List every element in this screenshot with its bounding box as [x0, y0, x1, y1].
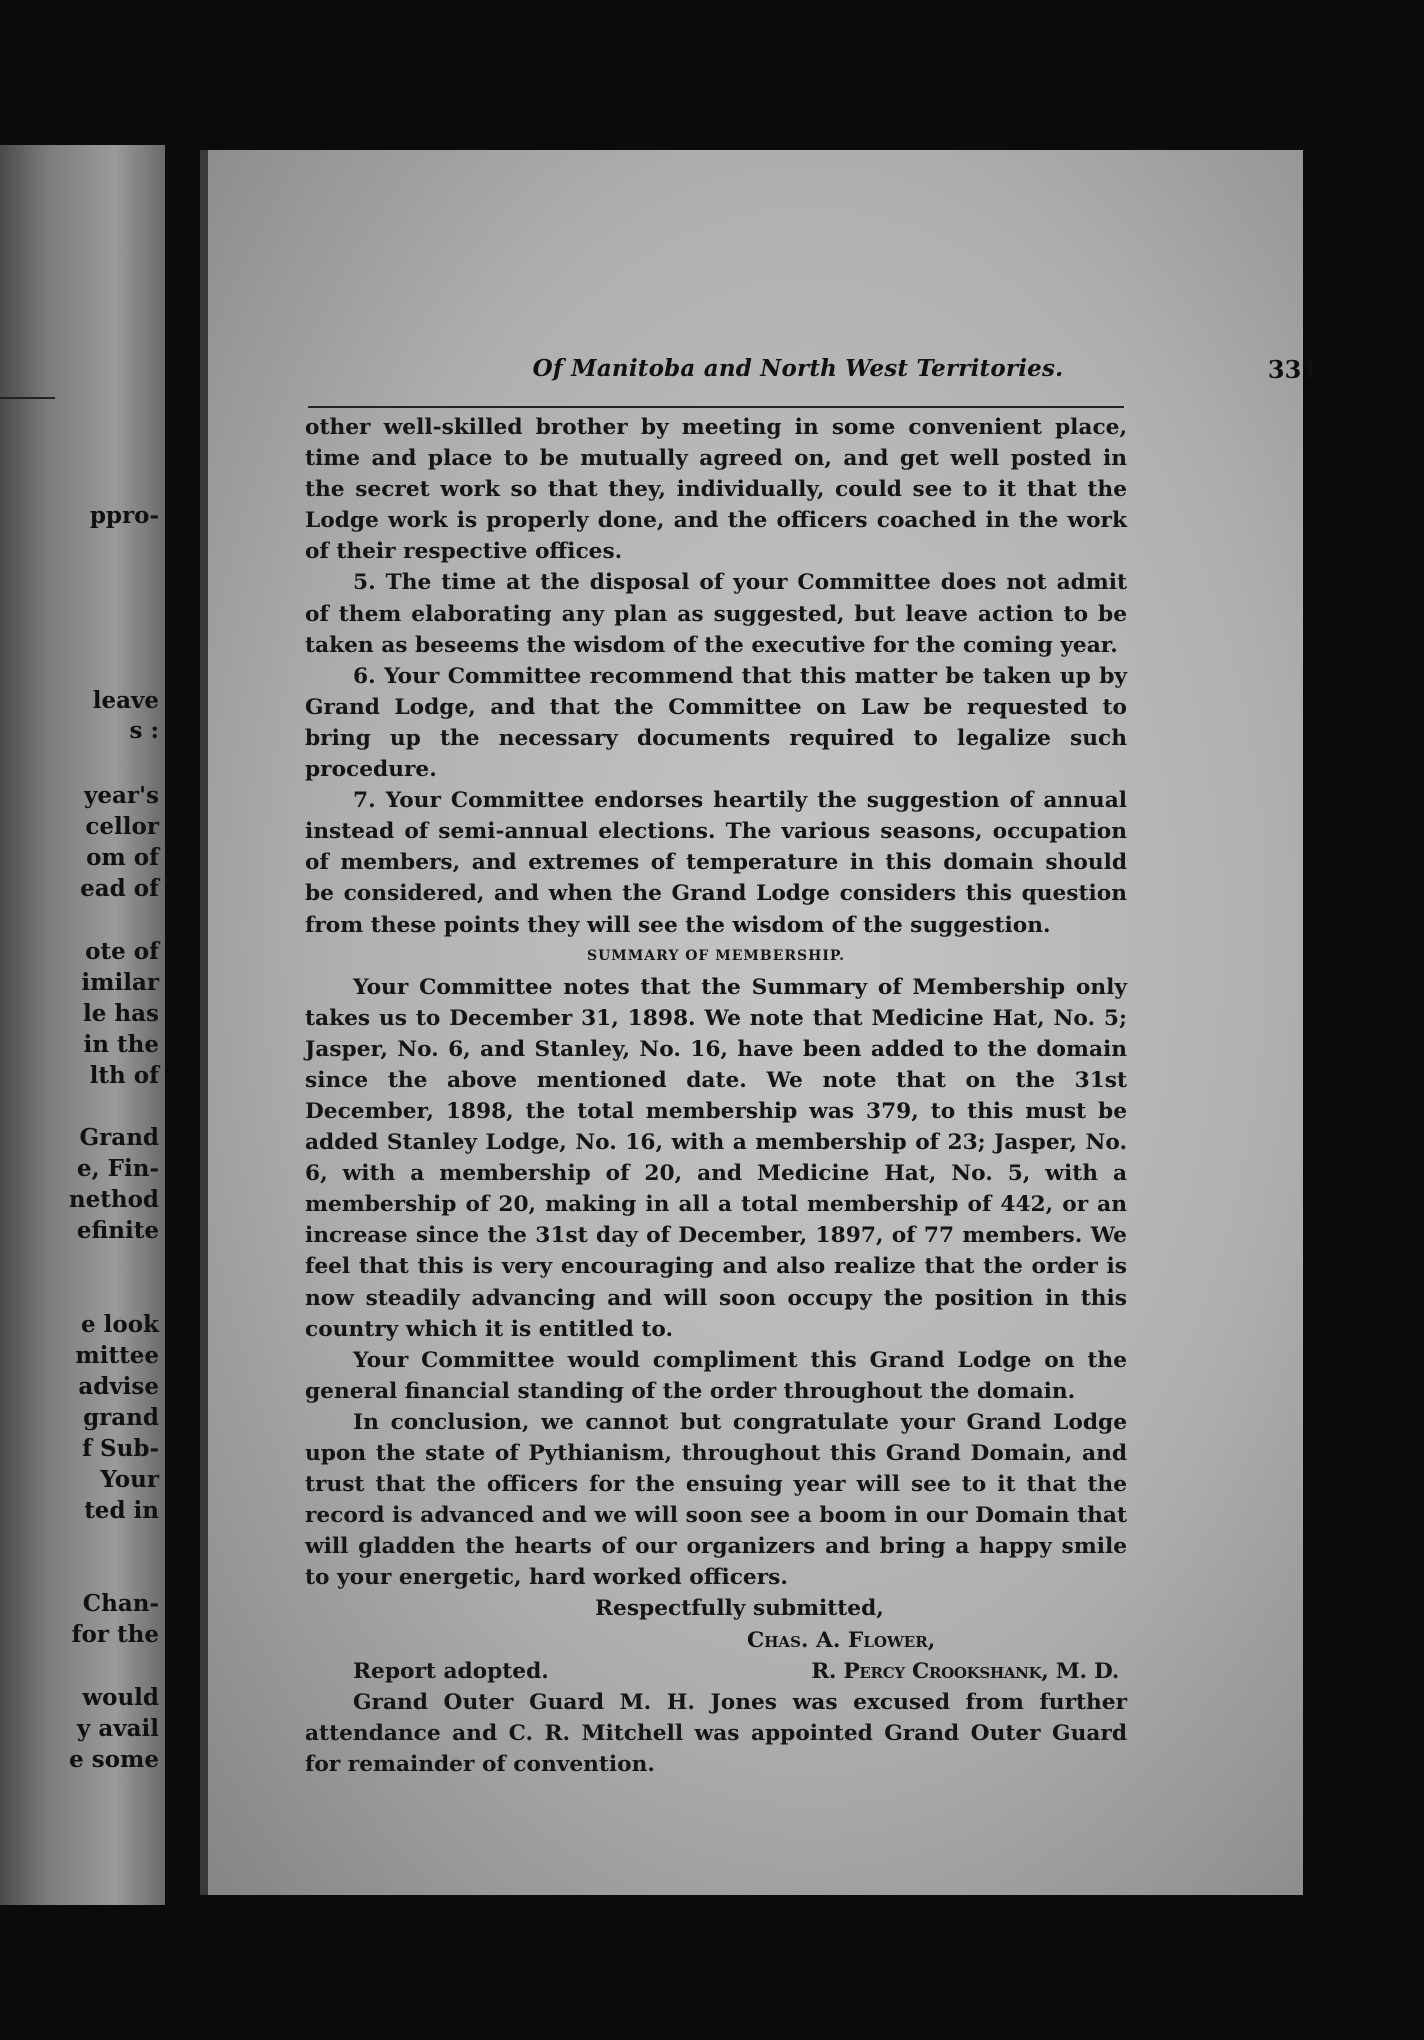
left-page-rule: [0, 397, 55, 399]
signature-row: [305, 1656, 1127, 1687]
paragraph: Your Committee notes that the Summary of Membership only takes us to December 31, 1898. We note that Medicine Hat, No. 5; Jasper, No. 6, and Stanley, No. 16, have been added to the domain since the above mentioned date. We note that on the 31st December, 1898, the total membership was 379, to this must be added Stanley Lodge, No. 16, with a membership of 23; Jasper, No. 6, with a membership of 20, and Medicine Hat, No. 5, with a membership of 20, making in all a total membership of 442, or an increase since the 31st day of December, 1897, of 77 members. We feel that this is very encouraging and also realize that the order is now steadily advancing and will soon occupy the position in this country which it is entitled to.: [305, 974, 1127, 1342]
paragraph: In conclusion, we cannot but congratulate your Grand Lodge upon the state of Pythianism, throughout this Grand Domain, and trust that the officers for the ensuing year will see to it that the record is advanced and we will soon see a boom in our Domain that will gladden the hearts of our organizers and bring a happy smile to your energetic, hard worked officers.: [305, 1409, 1127, 1591]
left-page-line: lth of: [89, 1062, 159, 1089]
left-page-line: y avail: [76, 1715, 159, 1742]
left-page-line: cellor: [85, 813, 159, 840]
left-page-line: Your: [100, 1466, 159, 1493]
left-page-line: efinite: [76, 1217, 159, 1244]
left-page-line: s :: [129, 717, 159, 744]
left-page-line: om of: [86, 844, 159, 871]
left-page-line: e, Fin-: [77, 1155, 159, 1182]
left-page-edge: [0, 145, 165, 1905]
signer-name: Chas. A. Flower,: [747, 1627, 936, 1653]
left-page-line: advise: [78, 1373, 159, 1400]
left-page-line: ote of: [85, 938, 159, 965]
left-page-line: e some: [69, 1746, 159, 1773]
left-page-line: ted in: [84, 1497, 159, 1524]
left-page-line: imilar: [81, 969, 159, 996]
signer-name: R. Percy Crookshank, M. D.: [811, 1658, 1119, 1684]
section-heading: SUMMARY OF MEMBERSHIP.: [586, 947, 846, 964]
left-page-line: for the: [71, 1621, 159, 1648]
left-page-line: le has: [83, 1000, 159, 1027]
left-page-line: ead of: [80, 875, 159, 902]
page-number: 331: [1267, 355, 1318, 384]
left-page-line: mittee: [75, 1342, 159, 1369]
page-header: [278, 355, 1318, 391]
paragraph: 6. Your Committee recommend that this matter be taken up by Grand Lodge, and that the Committee on Law be requested to bring up the necessary documents required to legalize such procedure.: [305, 663, 1127, 783]
left-page-line: nethod: [68, 1186, 159, 1213]
left-page-line: e look: [81, 1311, 159, 1338]
sign-off: Respectfully submitted,: [595, 1596, 884, 1622]
header-rule: [308, 406, 1124, 408]
left-page-line: ppro-: [89, 502, 159, 529]
paragraph: other well-skilled brother by meeting in some convenient place, time and place to be mutually agreed on, and get well posted in the secret work so that they, individually, could see to it that the Lodge work is properly done, and the officers coached in the work of their respective offices.: [305, 415, 1127, 565]
left-page-line: year's: [83, 782, 159, 809]
left-page-line: Chan-: [82, 1590, 159, 1617]
running-head: Of Manitoba and North West Territories.: [532, 355, 1064, 382]
left-page-line: leave: [92, 687, 159, 714]
paragraph: Grand Outer Guard M. H. Jones was excused from further attendance and C. R. Mitchell was appointed Grand Outer Guard for remainder of convention.: [305, 1689, 1127, 1777]
paragraph: 5. The time at the disposal of your Committee does not admit of them elaborating any plan as suggested, but leave action to be taken as beseems the wisdom of the executive for the coming year.: [305, 570, 1127, 658]
book-page: [200, 150, 1318, 1895]
body-text: [305, 412, 1127, 1780]
left-page-line: in the: [83, 1031, 159, 1058]
report-adopted: Report adopted.: [353, 1658, 549, 1684]
paragraph: 7. Your Committee endorses heartily the suggestion of annual instead of semi-annual elections. The various seasons, occupation of members, and extremes of temperature in this domain should be considered, and when the Grand Lodge considers this question from these points they will see the wisdom of the suggestion.: [305, 788, 1127, 938]
left-page-line: Grand: [79, 1124, 159, 1151]
paragraph: Your Committee would compliment this Grand Lodge on the general financial standing of the order throughout the domain.: [305, 1347, 1127, 1404]
left-page-line: grand: [83, 1404, 159, 1431]
left-page-line: would: [82, 1684, 159, 1711]
left-page-line: f Sub-: [82, 1435, 159, 1462]
